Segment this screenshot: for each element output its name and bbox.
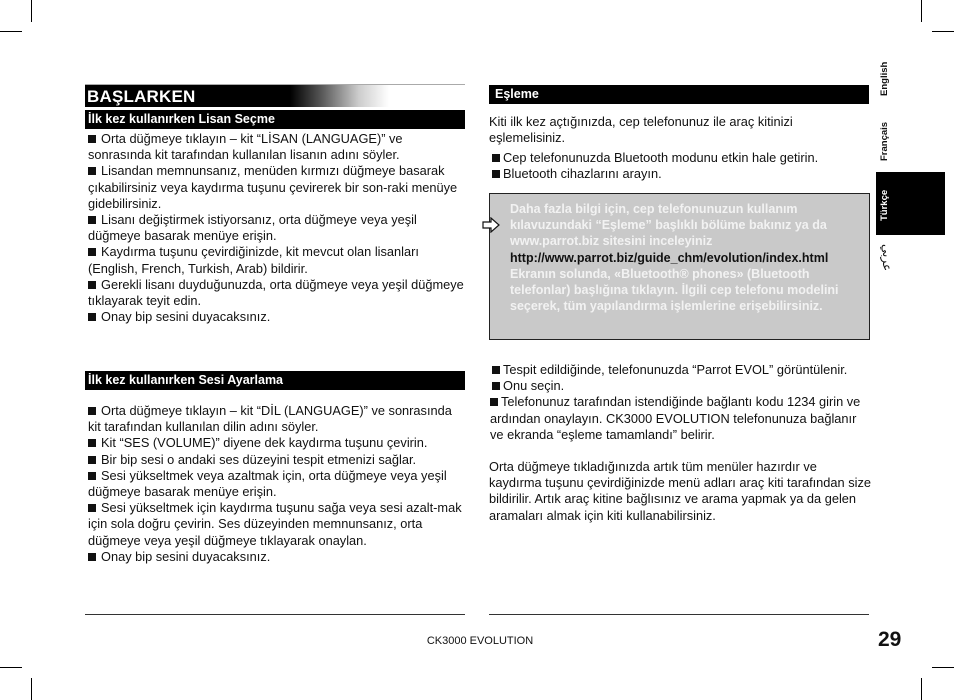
crop-mark bbox=[921, 0, 922, 22]
bullet-square-icon bbox=[88, 167, 96, 175]
crop-mark bbox=[0, 667, 22, 668]
crop-mark bbox=[31, 0, 32, 22]
info-text-2: Ekranın solunda, «Bluetooth® phones» (Bluetooth telefonlar) başlığına tıklayın. İlgili cep telefonu modelini seçerek, tüm yapılandırma işlemlerine erişebilirsiniz. bbox=[510, 266, 839, 314]
bullet-square-icon bbox=[88, 456, 96, 464]
list-item: Orta düğmeye tıklayın – kit “LİSAN (LANGUAGE)” ve sonrasında kit tarafından kullanılan lisanın adını söyler. bbox=[88, 131, 403, 163]
footer-rule-left bbox=[85, 614, 465, 615]
crop-mark bbox=[31, 678, 32, 700]
product-name: CK3000 EVOLUTION bbox=[426, 635, 534, 647]
list-item: Sesi yükseltmek veya azaltmak için, orta düğmeye veya yeşil düğmeye basarak menüye erişin. bbox=[88, 467, 447, 500]
footer-rule-right bbox=[489, 614, 869, 615]
guide-link[interactable]: http://www.parrot.biz/guide_chm/evolution/index.html bbox=[510, 250, 829, 265]
pairing-intro: Kiti ilk kez açtığınızda, cep telefonunuz ile araç kitinizi eşlemelisiniz. bbox=[489, 114, 793, 146]
list-item: Tespit edildiğinde, telefonunuzda “Parrot EVOL” görüntülenir. bbox=[489, 362, 871, 378]
bullet-square-icon bbox=[492, 170, 500, 178]
list-item: Onay bip sesini duyacaksınız. bbox=[85, 309, 465, 325]
pairing-steps-2 bbox=[489, 362, 871, 443]
crop-mark bbox=[0, 31, 22, 32]
volume-instructions bbox=[85, 403, 465, 565]
bullet-square-icon bbox=[88, 313, 96, 321]
page-number: 29 bbox=[878, 628, 902, 651]
bullet-square-icon bbox=[88, 216, 96, 224]
list-item: Telefonunuz tarafından istendiğinde bağlantı kodu 1234 girin ve ardından onaylayın. CK3000 EVOLUTION telefonunuza bağlanır ve ekranda “eşleme tamamlandı” belirir. bbox=[490, 394, 861, 442]
info-box bbox=[489, 193, 870, 340]
pairing-closing: Orta düğmeye tıkladığınızda artık tüm menüler hazırdır ve kaydırma tuşunu çevirdiğinizde menü adları araç kiti tarafından size bildirilir. Artık araç kitine bağlısınız ve arama yapmak ya da gelen aramaları almak için kiti kullanabilirsiniz. bbox=[489, 459, 871, 523]
tab-francais[interactable]: Français bbox=[879, 121, 890, 161]
bullet-square-icon bbox=[492, 154, 500, 162]
list-item: Onay bip sesini duyacaksınız. bbox=[85, 549, 465, 565]
list-item: Orta düğmeye tıklayın – kit “DİL (LANGUAGE)” ve sonrasında kit tarafından kullanılan dilin adını söyler. bbox=[88, 403, 452, 435]
list-item: Sesi yükseltmek için kaydırma tuşunu sağa veya sesi azalt-mak için sola doğru çevirin. Ses düzeyinden memnunsanız, orta düğmeye veya yeşil düğmeye tıklayarak onaylan. bbox=[88, 500, 462, 548]
list-item: Bluetooth cihazlarını arayın. bbox=[489, 166, 869, 182]
crop-mark bbox=[932, 667, 954, 668]
pairing-steps-1 bbox=[489, 150, 869, 182]
bullet-square-icon bbox=[88, 407, 96, 415]
bullet-square-icon bbox=[88, 281, 96, 289]
tab-turkce[interactable]: Türkçe bbox=[879, 189, 890, 221]
bullet-square-icon bbox=[88, 472, 96, 480]
bullet-square-icon bbox=[490, 398, 498, 406]
list-item: Lisandan memnunsanız, menüden kırmızı düğmeye basarak çıkabilirsiniz veya kaydırma tuşunu çevirerek bir son-raki menüye gidebilirsiniz. bbox=[88, 163, 458, 211]
bullet-square-icon bbox=[492, 366, 500, 374]
bullet-square-icon bbox=[88, 248, 96, 256]
list-item: Bir bip sesi o andaki ses düzeyini tespit etmenizi sağlar. bbox=[85, 452, 465, 468]
language-instructions bbox=[85, 131, 465, 325]
bullet-square-icon bbox=[88, 553, 96, 561]
list-item: Gerekli lisanı duyduğunuzda, orta düğmeye veya yeşil düğmeye tıklayarak teyit edin. bbox=[88, 276, 464, 309]
list-item: Kit “SES (VOLUME)” diyene dek kaydırma tuşunu çevirin. bbox=[85, 435, 465, 451]
tab-arabic[interactable]: عربي bbox=[880, 244, 894, 272]
bullet-square-icon bbox=[492, 382, 500, 390]
section-header-volume: İlk kez kullanırken Sesi Ayarlama bbox=[85, 371, 465, 390]
bullet-square-icon bbox=[88, 135, 96, 143]
arrow-right-icon bbox=[482, 217, 500, 233]
section-header-pairing: Eşleme bbox=[489, 85, 869, 104]
page-title-bar bbox=[85, 84, 465, 107]
tab-english[interactable]: English bbox=[879, 61, 890, 96]
bullet-square-icon bbox=[88, 504, 96, 512]
list-item: Cep telefonunuzda Bluetooth modunu etkin hale getirin. bbox=[489, 150, 869, 166]
list-item: Kaydırma tuşunu çevirdiğinizde, kit mevcut olan lisanları (English, French, Turkish, Arab) bildirir. bbox=[88, 244, 419, 276]
info-text: Daha fazla bilgi için, cep telefonunuzun kullanım kılavuzundaki “Eşleme” başlıklı bölüme bakınız ya da www.parrot.biz sitesini inceleyiniz bbox=[510, 202, 827, 249]
list-item: Onu seçin. bbox=[489, 378, 871, 394]
bullet-square-icon bbox=[88, 439, 96, 447]
page-title: BAŞLARKEN bbox=[87, 87, 196, 106]
crop-mark bbox=[932, 31, 954, 32]
section-header-language: İlk kez kullanırken Lisan Seçme bbox=[85, 110, 465, 129]
list-item: Lisanı değiştirmek istiyorsanız, orta düğmeye veya yeşil düğmeye basarak menüye erişin. bbox=[88, 212, 417, 244]
crop-mark bbox=[921, 678, 922, 700]
